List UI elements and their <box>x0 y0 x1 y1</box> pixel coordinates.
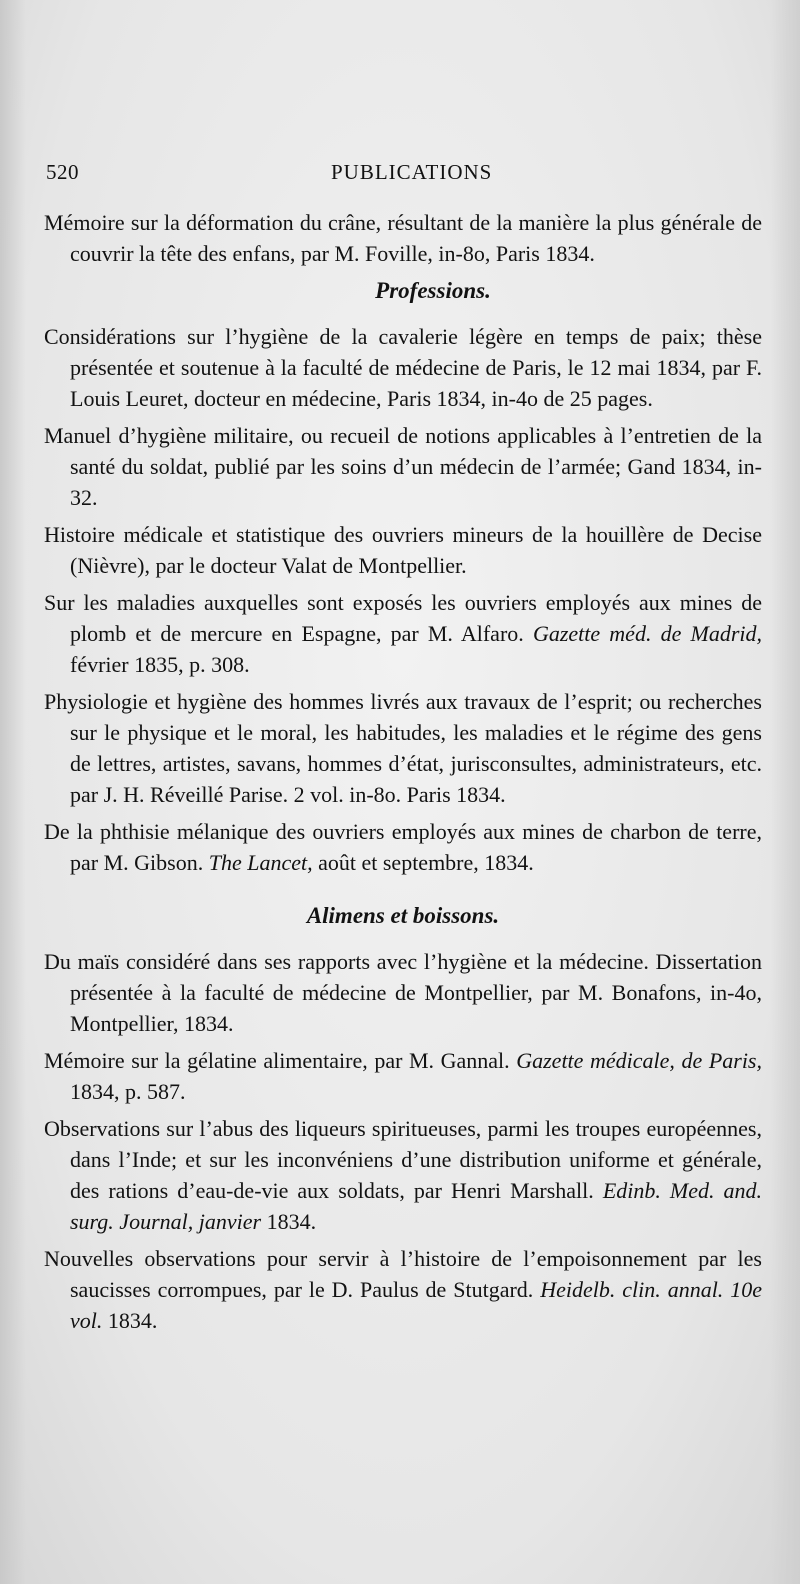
entry-suffix: 1834. <box>261 1209 317 1234</box>
running-title: PUBLICATIONS <box>331 160 493 184</box>
bibliography-entry <box>44 816 762 878</box>
bibliography-entry: Mémoire sur la déformation du crâne, résultant de la manière la plus générale de couvrir la tête des enfans, par M. Foville, in-8o, Paris 1834. <box>44 210 762 266</box>
entry-text: Observations sur l’abus des liqueurs spiritueuses, parmi les troupes européennes, dans l’Inde; et sur les inconvéniens d’une distribution uniforme et générale, des rations d’eau-de-vie aux soldats, par Henri Marshall. <box>44 1116 762 1203</box>
section-heading-alimens: Alimens et boissons. <box>306 903 500 928</box>
bibliography-entry: Manuel d’hygiène militaire, ou recueil de notions applicables à l’entretien de la santé du soldat, publié par les soins d’un médecin de l’armée; Gand 1834, in-32. <box>44 423 762 510</box>
journal-title: Heidelb. clin. annal. 10e vol. <box>70 1277 762 1333</box>
page-gutter-shadow <box>0 0 26 1584</box>
bibliography-entry <box>44 1045 762 1107</box>
journal-title: Edinb. Med. and. surg. Journal, janvier <box>70 1178 762 1234</box>
entry-suffix: 1834, p. 587. <box>70 1079 186 1104</box>
page-body <box>44 207 762 1342</box>
page-number: 520 <box>46 160 79 184</box>
bibliography-entry: Du maïs considéré dans ses rapports avec l’hygiène et la médecine. Dissertation présentée à la faculté de médecine de Montpellier, par M. Bonafons, in-4o, Montpellier, 1834. <box>44 949 762 1036</box>
bibliography-entry <box>44 1113 762 1237</box>
journal-title: Gazette médicale, de Paris, <box>516 1048 762 1073</box>
bibliography-entry <box>44 587 762 680</box>
page-edge-shadow <box>770 0 800 1584</box>
entry-suffix: 1834. <box>102 1308 158 1333</box>
bibliography-entry <box>44 1243 762 1336</box>
entry-suffix: août et septembre, 1834. <box>312 850 534 875</box>
entry-text: Sur les maladies auxquelles sont exposés les ouvriers employés aux mines de plomb et de mercure en Espagne, par M. Alfaro. <box>44 590 762 646</box>
running-head <box>46 160 766 194</box>
entry-suffix: février 1835, p. 308. <box>70 652 250 677</box>
entry-text: Mémoire sur la gélatine alimentaire, par M. Gannal. <box>44 1048 510 1073</box>
section-heading-professions: Professions. <box>375 278 491 303</box>
entry-text: De la phthisie mélanique des ouvriers employés aux mines de charbon de terre, par M. Gibson. <box>44 819 762 875</box>
bibliography-entry: Physiologie et hygiène des hommes livrés aux travaux de l’esprit; ou recherches sur le physique et le moral, les habitudes, les maladies et le régime des gens de lettres, artistes, savans, hommes d’état, jurisconsultes, administrateurs, etc. par J. H. Réveillé Parise. 2 vol. in-8o. Paris 1834. <box>44 689 762 807</box>
bibliography-entry: Considérations sur l’hygiène de la cavalerie légère en temps de paix; thèse présentée et soutenue à la faculté de médecine de Paris, le 12 mai 1834, par F. Louis Leuret, docteur en médecine, Paris 1834, in-4o de 25 pages. <box>44 324 762 411</box>
journal-title: The Lancet, <box>208 850 313 875</box>
entry-text: Nouvelles observations pour servir à l’histoire de l’empoisonnement par les saucisses corrompues, par le D. Paulus de Stutgard. <box>44 1246 762 1302</box>
journal-title: Gazette méd. de Madrid, <box>532 621 763 646</box>
bibliography-entry: Histoire médicale et statistique des ouvriers mineurs de la houillère de Decise (Nièvre), par le docteur Valat de Montpellier. <box>44 522 762 578</box>
